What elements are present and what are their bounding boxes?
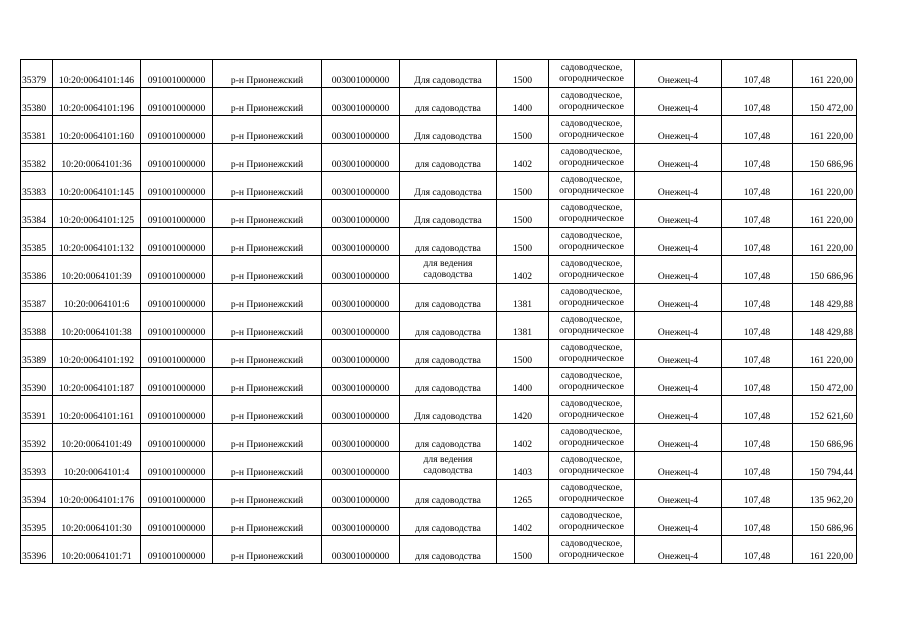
district-cell: р-н Прионежский: [213, 312, 322, 340]
table-body: [21, 60, 857, 564]
table-row: [21, 88, 857, 116]
okato-code-cell: 091001000000: [141, 368, 213, 396]
area-cell: 1500: [497, 172, 549, 200]
row-number-cell: 35383: [21, 172, 53, 200]
district-cell: р-н Прионежский: [213, 508, 322, 536]
location-code-cell: 003001000000: [322, 60, 400, 88]
use-category-line: садоводческое,: [560, 538, 623, 549]
location-code-cell: 003001000000: [322, 368, 400, 396]
cadastral-value-cell: 150 686,96: [793, 256, 857, 284]
specific-value-cell: 107,48: [722, 312, 793, 340]
okato-code-cell: 091001000000: [141, 88, 213, 116]
row-number-cell: 35382: [21, 144, 53, 172]
row-number-cell: 35393: [21, 452, 53, 480]
cadastral-value-cell: 150 472,00: [793, 88, 857, 116]
use-category-line: огородническое: [559, 129, 624, 140]
use-category-line: садоводческое,: [560, 118, 623, 129]
cadastral-value-cell: 161 220,00: [793, 172, 857, 200]
area-cell: 1500: [497, 228, 549, 256]
use-category-cell: [549, 312, 635, 340]
use-category-line: садоводческое,: [560, 146, 623, 157]
use-category-line: огородническое: [559, 353, 624, 364]
use-category-line: садоводческое,: [560, 398, 623, 409]
cadastral-number-cell: 10:20:0064101:192: [53, 340, 141, 368]
permitted-use-cell: [400, 172, 497, 200]
use-category-line: садоводческое,: [560, 370, 623, 381]
cadastral-number-cell: 10:20:0064101:125: [53, 200, 141, 228]
row-number-cell: 35386: [21, 256, 53, 284]
use-category-line: садоводческое,: [560, 258, 623, 269]
use-category-line: садоводческое,: [560, 230, 623, 241]
cadastral-value-cell: 148 429,88: [793, 284, 857, 312]
use-category-cell: [549, 536, 635, 564]
settlement-cell: Онежец-4: [635, 508, 722, 536]
area-cell: 1402: [497, 144, 549, 172]
table-row: [21, 480, 857, 508]
cadastral-number-cell: 10:20:0064101:30: [53, 508, 141, 536]
permitted-use-cell: [400, 536, 497, 564]
row-number-cell: 35380: [21, 88, 53, 116]
permitted-use-cell: [400, 340, 497, 368]
permitted-use-cell: [400, 228, 497, 256]
row-number-cell: 35395: [21, 508, 53, 536]
settlement-cell: Онежец-4: [635, 200, 722, 228]
okato-code-cell: 091001000000: [141, 256, 213, 284]
settlement-cell: Онежец-4: [635, 284, 722, 312]
table-row: [21, 452, 857, 480]
area-cell: 1500: [497, 340, 549, 368]
permitted-use-line: для садоводства: [415, 523, 481, 534]
table-row: [21, 368, 857, 396]
district-cell: р-н Прионежский: [213, 88, 322, 116]
okato-code-cell: 091001000000: [141, 60, 213, 88]
use-category-line: садоводческое,: [560, 314, 623, 325]
table-row: [21, 536, 857, 564]
use-category-line: огородническое: [559, 437, 624, 448]
specific-value-cell: 107,48: [722, 508, 793, 536]
use-category-line: огородническое: [559, 465, 624, 476]
specific-value-cell: 107,48: [722, 144, 793, 172]
cadastral-number-cell: 10:20:0064101:146: [53, 60, 141, 88]
okato-code-cell: 091001000000: [141, 396, 213, 424]
table-row: [21, 284, 857, 312]
row-number-cell: 35394: [21, 480, 53, 508]
okato-code-cell: 091001000000: [141, 172, 213, 200]
specific-value-cell: 107,48: [722, 116, 793, 144]
specific-value-cell: 107,48: [722, 340, 793, 368]
table-row: [21, 424, 857, 452]
use-category-cell: [549, 396, 635, 424]
specific-value-cell: 107,48: [722, 228, 793, 256]
specific-value-cell: 107,48: [722, 284, 793, 312]
permitted-use-cell: [400, 452, 497, 480]
use-category-line: садоводческое,: [560, 202, 623, 213]
district-cell: р-н Прионежский: [213, 368, 322, 396]
location-code-cell: 003001000000: [322, 256, 400, 284]
use-category-line: огородническое: [559, 185, 624, 196]
settlement-cell: Онежец-4: [635, 228, 722, 256]
cadastral-number-cell: 10:20:0064101:132: [53, 228, 141, 256]
use-category-line: садоводческое,: [560, 174, 623, 185]
area-cell: 1402: [497, 424, 549, 452]
area-cell: 1403: [497, 452, 549, 480]
okato-code-cell: 091001000000: [141, 312, 213, 340]
cadastral-number-cell: 10:20:0064101:176: [53, 480, 141, 508]
settlement-cell: Онежец-4: [635, 88, 722, 116]
use-category-line: огородническое: [559, 409, 624, 420]
permitted-use-line: Для садоводства: [414, 187, 482, 198]
table-row: [21, 228, 857, 256]
permitted-use-line: Для садоводства: [414, 131, 482, 142]
cadastral-number-cell: 10:20:0064101:38: [53, 312, 141, 340]
use-category-cell: [549, 256, 635, 284]
permitted-use-cell: [400, 284, 497, 312]
document-page: [20, 59, 857, 564]
settlement-cell: Онежец-4: [635, 340, 722, 368]
use-category-line: садоводческое,: [560, 286, 623, 297]
cadastral-number-cell: 10:20:0064101:49: [53, 424, 141, 452]
permitted-use-line: для ведения: [423, 454, 473, 465]
use-category-cell: [549, 172, 635, 200]
location-code-cell: 003001000000: [322, 424, 400, 452]
location-code-cell: 003001000000: [322, 536, 400, 564]
settlement-cell: Онежец-4: [635, 368, 722, 396]
use-category-line: огородническое: [559, 157, 624, 168]
permitted-use-cell: [400, 312, 497, 340]
use-category-cell: [549, 116, 635, 144]
use-category-line: садоводческое,: [560, 90, 623, 101]
area-cell: 1265: [497, 480, 549, 508]
use-category-cell: [549, 200, 635, 228]
row-number-cell: 35389: [21, 340, 53, 368]
location-code-cell: 003001000000: [322, 228, 400, 256]
settlement-cell: Онежец-4: [635, 480, 722, 508]
area-cell: 1500: [497, 116, 549, 144]
settlement-cell: Онежец-4: [635, 424, 722, 452]
table-row: [21, 312, 857, 340]
area-cell: 1500: [497, 200, 549, 228]
use-category-line: огородническое: [559, 493, 624, 504]
use-category-line: огородническое: [559, 521, 624, 532]
permitted-use-line: для садоводства: [415, 495, 481, 506]
use-category-cell: [549, 228, 635, 256]
use-category-line: садоводческое,: [560, 482, 623, 493]
area-cell: 1402: [497, 508, 549, 536]
permitted-use-line: для садоводства: [415, 327, 481, 338]
cadastral-value-cell: 161 220,00: [793, 116, 857, 144]
use-category-cell: [549, 144, 635, 172]
use-category-line: огородническое: [559, 381, 624, 392]
cadastral-value-table: [20, 59, 857, 564]
cadastral-number-cell: 10:20:0064101:4: [53, 452, 141, 480]
district-cell: р-н Прионежский: [213, 284, 322, 312]
area-cell: 1420: [497, 396, 549, 424]
permitted-use-line: для ведения: [423, 258, 473, 269]
district-cell: р-н Прионежский: [213, 480, 322, 508]
specific-value-cell: 107,48: [722, 536, 793, 564]
permitted-use-cell: [400, 116, 497, 144]
okato-code-cell: 091001000000: [141, 340, 213, 368]
settlement-cell: Онежец-4: [635, 256, 722, 284]
cadastral-number-cell: 10:20:0064101:196: [53, 88, 141, 116]
specific-value-cell: 107,48: [722, 368, 793, 396]
location-code-cell: 003001000000: [322, 88, 400, 116]
okato-code-cell: 091001000000: [141, 452, 213, 480]
table-row: [21, 144, 857, 172]
location-code-cell: 003001000000: [322, 480, 400, 508]
okato-code-cell: 091001000000: [141, 536, 213, 564]
area-cell: 1500: [497, 60, 549, 88]
use-category-line: огородническое: [559, 213, 624, 224]
cadastral-value-cell: 135 962,20: [793, 480, 857, 508]
location-code-cell: 003001000000: [322, 312, 400, 340]
cadastral-number-cell: 10:20:0064101:39: [53, 256, 141, 284]
use-category-cell: [549, 368, 635, 396]
okato-code-cell: 091001000000: [141, 508, 213, 536]
permitted-use-cell: [400, 508, 497, 536]
district-cell: р-н Прионежский: [213, 452, 322, 480]
specific-value-cell: 107,48: [722, 480, 793, 508]
use-category-line: огородническое: [559, 269, 624, 280]
settlement-cell: Онежец-4: [635, 144, 722, 172]
row-number-cell: 35387: [21, 284, 53, 312]
cadastral-number-cell: 10:20:0064101:6: [53, 284, 141, 312]
okato-code-cell: 091001000000: [141, 200, 213, 228]
cadastral-number-cell: 10:20:0064101:160: [53, 116, 141, 144]
cadastral-value-cell: 152 621,60: [793, 396, 857, 424]
use-category-cell: [549, 284, 635, 312]
permitted-use-line: для садоводства: [415, 299, 481, 310]
specific-value-cell: 107,48: [722, 200, 793, 228]
use-category-cell: [549, 508, 635, 536]
cadastral-number-cell: 10:20:0064101:71: [53, 536, 141, 564]
permitted-use-cell: [400, 144, 497, 172]
cadastral-value-cell: 161 220,00: [793, 228, 857, 256]
permitted-use-cell: [400, 60, 497, 88]
specific-value-cell: 107,48: [722, 88, 793, 116]
permitted-use-line: для садоводства: [415, 103, 481, 114]
location-code-cell: 003001000000: [322, 508, 400, 536]
row-number-cell: 35392: [21, 424, 53, 452]
location-code-cell: 003001000000: [322, 340, 400, 368]
use-category-line: садоводческое,: [560, 62, 623, 73]
settlement-cell: Онежец-4: [635, 536, 722, 564]
table-row: [21, 200, 857, 228]
specific-value-cell: 107,48: [722, 172, 793, 200]
okato-code-cell: 091001000000: [141, 228, 213, 256]
row-number-cell: 35384: [21, 200, 53, 228]
permitted-use-line: садоводства: [423, 269, 473, 280]
cadastral-value-cell: 150 794,44: [793, 452, 857, 480]
area-cell: 1400: [497, 88, 549, 116]
specific-value-cell: 107,48: [722, 256, 793, 284]
okato-code-cell: 091001000000: [141, 144, 213, 172]
row-number-cell: 35381: [21, 116, 53, 144]
table-row: [21, 172, 857, 200]
settlement-cell: Онежец-4: [635, 452, 722, 480]
area-cell: 1381: [497, 284, 549, 312]
okato-code-cell: 091001000000: [141, 424, 213, 452]
cadastral-number-cell: 10:20:0064101:187: [53, 368, 141, 396]
permitted-use-line: для садоводства: [415, 159, 481, 170]
use-category-line: огородническое: [559, 297, 624, 308]
table-row: [21, 116, 857, 144]
permitted-use-line: садоводства: [423, 465, 473, 476]
district-cell: р-н Прионежский: [213, 340, 322, 368]
table-row: [21, 396, 857, 424]
permitted-use-line: для садоводства: [415, 551, 481, 562]
permitted-use-line: для садоводства: [415, 355, 481, 366]
permitted-use-cell: [400, 480, 497, 508]
cadastral-value-cell: 161 220,00: [793, 60, 857, 88]
permitted-use-cell: [400, 424, 497, 452]
area-cell: 1400: [497, 368, 549, 396]
table-row: [21, 60, 857, 88]
use-category-cell: [549, 60, 635, 88]
location-code-cell: 003001000000: [322, 116, 400, 144]
cadastral-value-cell: 148 429,88: [793, 312, 857, 340]
cadastral-number-cell: 10:20:0064101:145: [53, 172, 141, 200]
district-cell: р-н Прионежский: [213, 256, 322, 284]
district-cell: р-н Прионежский: [213, 424, 322, 452]
use-category-cell: [549, 452, 635, 480]
row-number-cell: 35391: [21, 396, 53, 424]
row-number-cell: 35379: [21, 60, 53, 88]
permitted-use-line: для садоводства: [415, 383, 481, 394]
okato-code-cell: 091001000000: [141, 116, 213, 144]
settlement-cell: Онежец-4: [635, 60, 722, 88]
use-category-line: огородническое: [559, 549, 624, 560]
cadastral-value-cell: 150 686,96: [793, 424, 857, 452]
cadastral-value-cell: 161 220,00: [793, 536, 857, 564]
district-cell: р-н Прионежский: [213, 228, 322, 256]
cadastral-value-cell: 150 686,96: [793, 508, 857, 536]
area-cell: 1500: [497, 536, 549, 564]
location-code-cell: 003001000000: [322, 396, 400, 424]
use-category-cell: [549, 424, 635, 452]
area-cell: 1381: [497, 312, 549, 340]
row-number-cell: 35396: [21, 536, 53, 564]
permitted-use-line: Для садоводства: [414, 411, 482, 422]
district-cell: р-н Прионежский: [213, 144, 322, 172]
district-cell: р-н Прионежский: [213, 200, 322, 228]
permitted-use-cell: [400, 368, 497, 396]
specific-value-cell: 107,48: [722, 396, 793, 424]
row-number-cell: 35390: [21, 368, 53, 396]
location-code-cell: 003001000000: [322, 284, 400, 312]
specific-value-cell: 107,48: [722, 60, 793, 88]
okato-code-cell: 091001000000: [141, 480, 213, 508]
table-row: [21, 340, 857, 368]
table-row: [21, 508, 857, 536]
cadastral-value-cell: 150 686,96: [793, 144, 857, 172]
permitted-use-line: для садоводства: [415, 439, 481, 450]
use-category-line: огородническое: [559, 241, 624, 252]
row-number-cell: 35388: [21, 312, 53, 340]
settlement-cell: Онежец-4: [635, 312, 722, 340]
row-number-cell: 35385: [21, 228, 53, 256]
cadastral-value-cell: 161 220,00: [793, 200, 857, 228]
cadastral-value-cell: 150 472,00: [793, 368, 857, 396]
permitted-use-cell: [400, 200, 497, 228]
district-cell: р-н Прионежский: [213, 60, 322, 88]
permitted-use-cell: [400, 88, 497, 116]
district-cell: р-н Прионежский: [213, 172, 322, 200]
permitted-use-line: для садоводства: [415, 243, 481, 254]
location-code-cell: 003001000000: [322, 172, 400, 200]
table-row: [21, 256, 857, 284]
cadastral-number-cell: 10:20:0064101:36: [53, 144, 141, 172]
use-category-line: садоводческое,: [560, 342, 623, 353]
location-code-cell: 003001000000: [322, 144, 400, 172]
use-category-line: огородническое: [559, 325, 624, 336]
use-category-line: огородническое: [559, 73, 624, 84]
use-category-cell: [549, 480, 635, 508]
use-category-cell: [549, 340, 635, 368]
location-code-cell: 003001000000: [322, 200, 400, 228]
okato-code-cell: 091001000000: [141, 284, 213, 312]
use-category-line: огородническое: [559, 101, 624, 112]
permitted-use-cell: [400, 256, 497, 284]
use-category-line: садоводческое,: [560, 454, 623, 465]
settlement-cell: Онежец-4: [635, 172, 722, 200]
specific-value-cell: 107,48: [722, 424, 793, 452]
settlement-cell: Онежец-4: [635, 396, 722, 424]
district-cell: р-н Прионежский: [213, 116, 322, 144]
district-cell: р-н Прионежский: [213, 396, 322, 424]
permitted-use-cell: [400, 396, 497, 424]
cadastral-value-cell: 161 220,00: [793, 340, 857, 368]
location-code-cell: 003001000000: [322, 452, 400, 480]
use-category-cell: [549, 88, 635, 116]
use-category-line: садоводческое,: [560, 510, 623, 521]
settlement-cell: Онежец-4: [635, 116, 722, 144]
cadastral-number-cell: 10:20:0064101:161: [53, 396, 141, 424]
permitted-use-line: Для садоводства: [414, 215, 482, 226]
area-cell: 1402: [497, 256, 549, 284]
district-cell: р-н Прионежский: [213, 536, 322, 564]
use-category-line: садоводческое,: [560, 426, 623, 437]
specific-value-cell: 107,48: [722, 452, 793, 480]
permitted-use-line: Для садоводства: [414, 75, 482, 86]
